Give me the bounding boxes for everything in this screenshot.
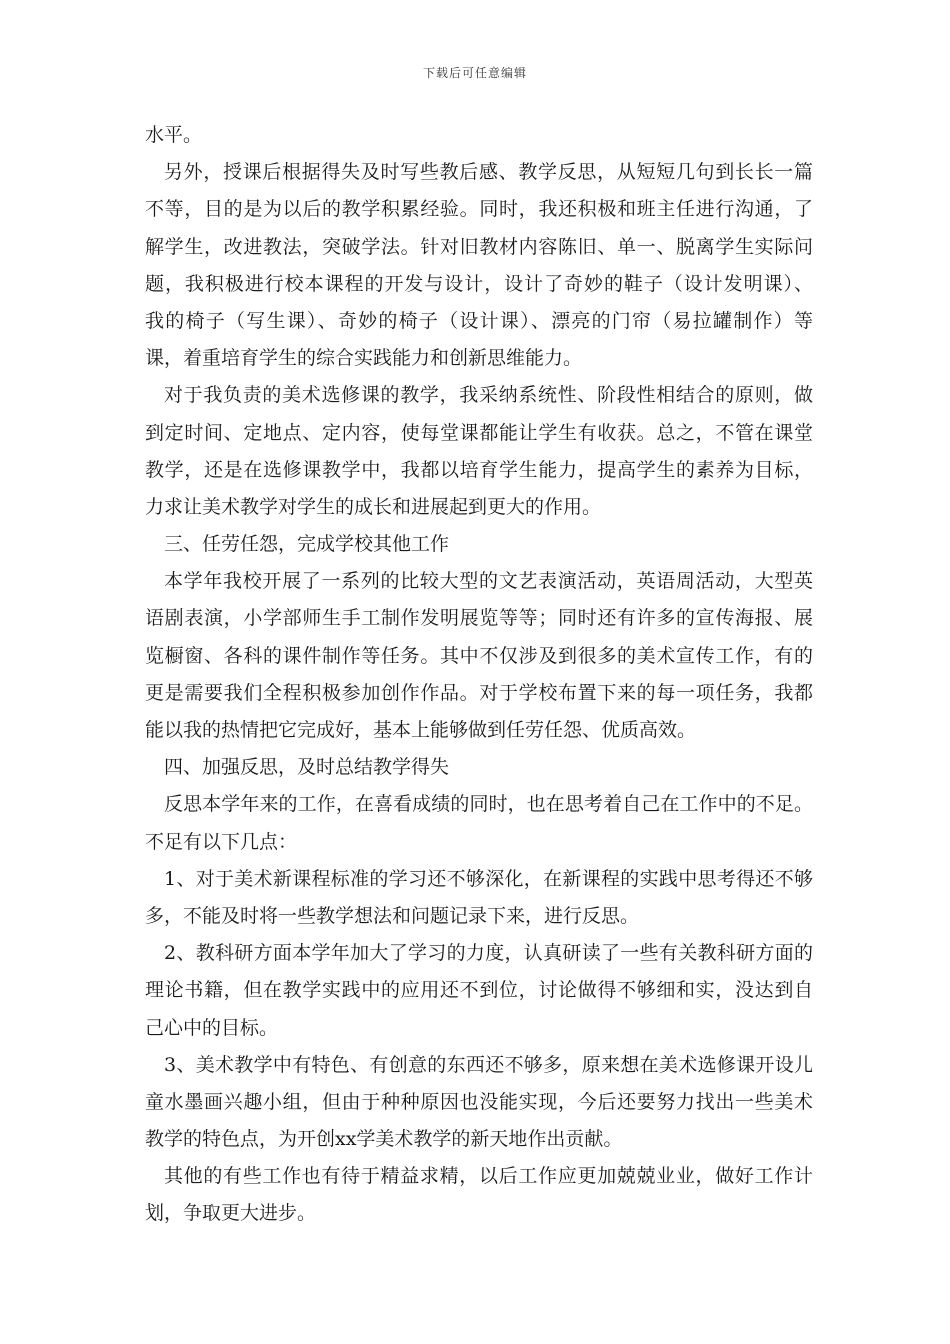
text-line: 童水墨画兴趣小组，但由于种种原因也没能实现，今后还要努力找出一些美术 xyxy=(145,1090,813,1113)
text-line: 四、加强反思，及时总结教学得失 xyxy=(164,756,450,779)
text-line: 理论书籍，但在教学实践中的应用还不到位，讨论做得不够细和实，没达到自 xyxy=(145,979,813,1002)
text-line: 水平。 xyxy=(145,124,203,146)
text-line: 2、教科研方面本学年加大了学习的力度，认真研读了一些有关教科研方面的 xyxy=(164,942,813,965)
text-line: 能以我的热情把它完成好，基本上能够做到任劳任怨、优质高效。 xyxy=(145,719,697,741)
text-line: 题，我积极进行校本课程的开发与设计，设计了奇妙的鞋子（设计发明课）、 xyxy=(145,272,813,295)
text-line: 己心中的目标。 xyxy=(145,1016,279,1039)
text-line: 解学生，改进教法，突破学法。针对旧教材内容陈旧、单一、脱离学生实际问 xyxy=(145,235,813,258)
page-header: 下载后可任意编辑 xyxy=(422,66,527,80)
text-line: 三、任劳任怨，完成学校其他工作 xyxy=(164,533,450,556)
text-line: 不足有以下几点： xyxy=(145,830,298,853)
text-line: 力求让美术教学对学生的成长和进展起到更大的作用。 xyxy=(145,495,602,518)
text-line: 另外，授课后根据得失及时写些教后感、教学反思，从短短几句到长长一篇 xyxy=(164,161,813,184)
text-line: 本学年我校开展了一系列的比较大型的文艺表演活动，英语周活动，大型英 xyxy=(164,570,813,593)
text-line: 课，着重培育学生的综合实践能力和创新思维能力。 xyxy=(145,347,583,370)
text-line: 不等，目的是为以后的教学积累经验。同时，我还积极和班主任进行沟通，了 xyxy=(145,198,813,221)
text-line: 览橱窗、各科的课件制作等任务。其中不仅涉及到很多的美术宣传工作，有的 xyxy=(145,644,813,667)
text-line: 多，不能及时将一些教学想法和问题记录下来，进行反思。 xyxy=(145,904,640,927)
text-line: 到定时间、定地点、定内容，使每堂课都能让学生有收获。总之，不管在课堂 xyxy=(145,421,813,444)
document-body xyxy=(145,117,813,1233)
text-line: 对于我负责的美术选修课的教学，我采纳系统性、阶段性相结合的原则，做 xyxy=(164,384,813,407)
text-line: 3、美术教学中有特色、有创意的东西还不够多，原来想在美术选修课开设儿 xyxy=(164,1053,813,1076)
text-line: 其他的有些工作也有待于精益求精，以后工作应更加兢兢业业，做好工作计 xyxy=(164,1165,813,1188)
text-line: 教学的特色点，为开创xx学美术教学的新天地作出贡献。 xyxy=(145,1128,623,1151)
text-line: 划，争取更大进步。 xyxy=(145,1202,317,1225)
text-line: 更是需要我们全程积极参加创作作品。对于学校布置下来的每一项任务，我都 xyxy=(145,681,813,704)
text-line: 语剧表演，小学部师生手工制作发明展览等等；同时还有许多的宣传海报、展 xyxy=(145,607,813,630)
text-line: 1、对于美术新课程标准的学习还不够深化，在新课程的实践中思考得还不够 xyxy=(164,867,813,890)
text-line: 我的椅子（写生课）、奇妙的椅子（设计课）、漂亮的门帘（易拉罐制作）等 xyxy=(145,309,813,332)
text-line: 反思本学年来的工作，在喜看成绩的同时，也在思考着自己在工作中的不足。 xyxy=(164,793,813,816)
text-line: 教学，还是在选修课教学中，我都以培育学生能力，提高学生的素养为目标， xyxy=(145,458,813,481)
